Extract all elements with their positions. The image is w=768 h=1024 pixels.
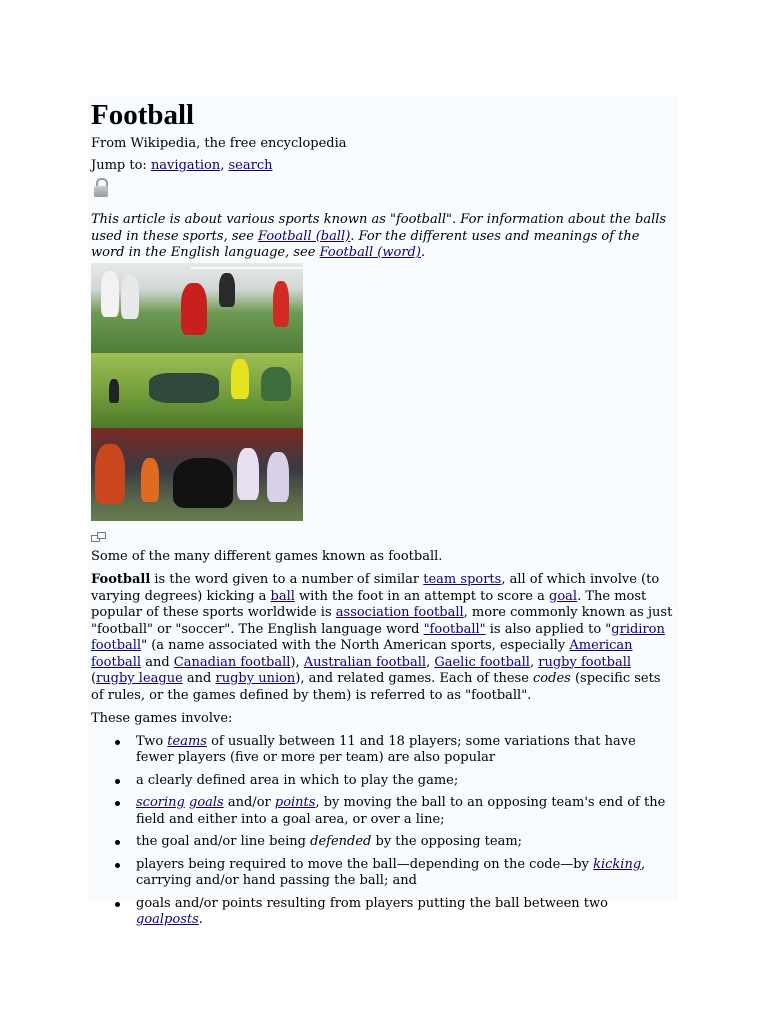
games-involve-heading: These games involve: bbox=[91, 711, 233, 726]
hatnote-text-2: . For the different uses and meanings of the word in the English language, see bbox=[91, 228, 640, 260]
jump-to-label: Jump to: bbox=[91, 157, 151, 173]
jump-to-bar bbox=[91, 158, 678, 175]
football-collage-image[interactable] bbox=[91, 263, 303, 521]
rugby-league-link[interactable]: rugby league bbox=[96, 671, 183, 686]
goal-link[interactable]: goal bbox=[549, 588, 578, 604]
teams-link[interactable]: teams bbox=[167, 733, 207, 749]
soccer-photo bbox=[91, 263, 303, 353]
hatnote bbox=[91, 212, 678, 262]
list-item: the goal and/or line being defended by the opposing team; bbox=[136, 834, 678, 851]
hatnote-text-1: This article is about various sports known as "football". For information about the balls used in these sports, see bbox=[91, 212, 667, 244]
football-ball-link[interactable]: Football (ball) bbox=[258, 228, 351, 244]
kicking-link[interactable]: kicking bbox=[593, 856, 642, 872]
american-football-photo bbox=[91, 428, 303, 521]
jump-search-link[interactable]: search bbox=[228, 157, 273, 173]
games-involve-list bbox=[91, 734, 678, 929]
list-item: players being required to move the ball—depending on the code—by kicking, carrying and/or hand passing the ball; and bbox=[136, 857, 678, 890]
jump-navigation-link[interactable]: navigation bbox=[150, 157, 221, 173]
magnify-icon[interactable] bbox=[91, 532, 105, 542]
defended-term: defended bbox=[310, 834, 372, 849]
ball-link[interactable]: ball bbox=[270, 588, 295, 604]
association-football-link[interactable]: association football bbox=[335, 605, 464, 620]
canadian-football-link[interactable]: Canadian football bbox=[173, 654, 291, 670]
team-sports-link[interactable]: team sports bbox=[423, 572, 502, 587]
page-subtitle: From Wikipedia, the free encyclopedia bbox=[91, 136, 347, 151]
football-word-link[interactable]: Football (word) bbox=[319, 245, 421, 260]
scoring-link[interactable]: scoring bbox=[136, 795, 185, 810]
points-link[interactable]: points bbox=[274, 795, 316, 810]
american-football-link[interactable]: American football bbox=[91, 638, 633, 670]
intro-paragraph: Football is the word given to a number of similar team sports, all of which involve (to varying degrees) kicking a ball with the foot in an attempt to score a goal. The most popular of these sports worldwide is association football, more commonly known as just "football" or "soccer". The English language word "football" is also applied to "gridiron football" (a name associated with the North American sports, especially American football and Canadian football), Australian football, Gaelic football, rugby football (rugby league and rugby union), and related games. Each of these codes (specific sets of rules, or the games defined by them) is referred to as "football". bbox=[91, 572, 673, 703]
article-page bbox=[88, 96, 678, 927]
hatnote-text-3: . bbox=[420, 245, 426, 260]
rugby-football-link[interactable]: rugby football bbox=[538, 654, 632, 670]
australian-football-link[interactable]: Australian football bbox=[303, 654, 427, 670]
article-content bbox=[88, 96, 678, 929]
lock-icon bbox=[93, 178, 109, 198]
goals-link[interactable]: goals bbox=[189, 795, 224, 810]
jump-separator: , bbox=[220, 157, 229, 173]
rugby-photo bbox=[91, 353, 303, 428]
list-item: goals and/or points resulting from players putting the ball between two goalposts. bbox=[136, 896, 678, 929]
list-item: a clearly defined area in which to play the game; bbox=[136, 773, 678, 790]
gridiron-football-link[interactable]: gridiron football bbox=[91, 621, 665, 653]
football-word-link-2[interactable]: "football" bbox=[423, 621, 486, 637]
bold-term: Football bbox=[91, 572, 151, 587]
goalposts-link[interactable]: goalposts bbox=[136, 912, 199, 927]
codes-term: codes bbox=[533, 671, 571, 686]
page-title: Football bbox=[91, 99, 195, 131]
rugby-union-link[interactable]: rugby union bbox=[215, 671, 296, 686]
gaelic-football-link[interactable]: Gaelic football bbox=[434, 654, 530, 670]
list-item: scoring goals and/or points, by moving the ball to an opposing team's end of the field and either into a goal area, or over a line; bbox=[136, 795, 678, 828]
list-item: Two teams of usually between 11 and 18 players; some variations that have fewer players (five or more per team) are also popular bbox=[136, 734, 678, 767]
image-caption: Some of the many different games known as football. bbox=[91, 548, 443, 564]
